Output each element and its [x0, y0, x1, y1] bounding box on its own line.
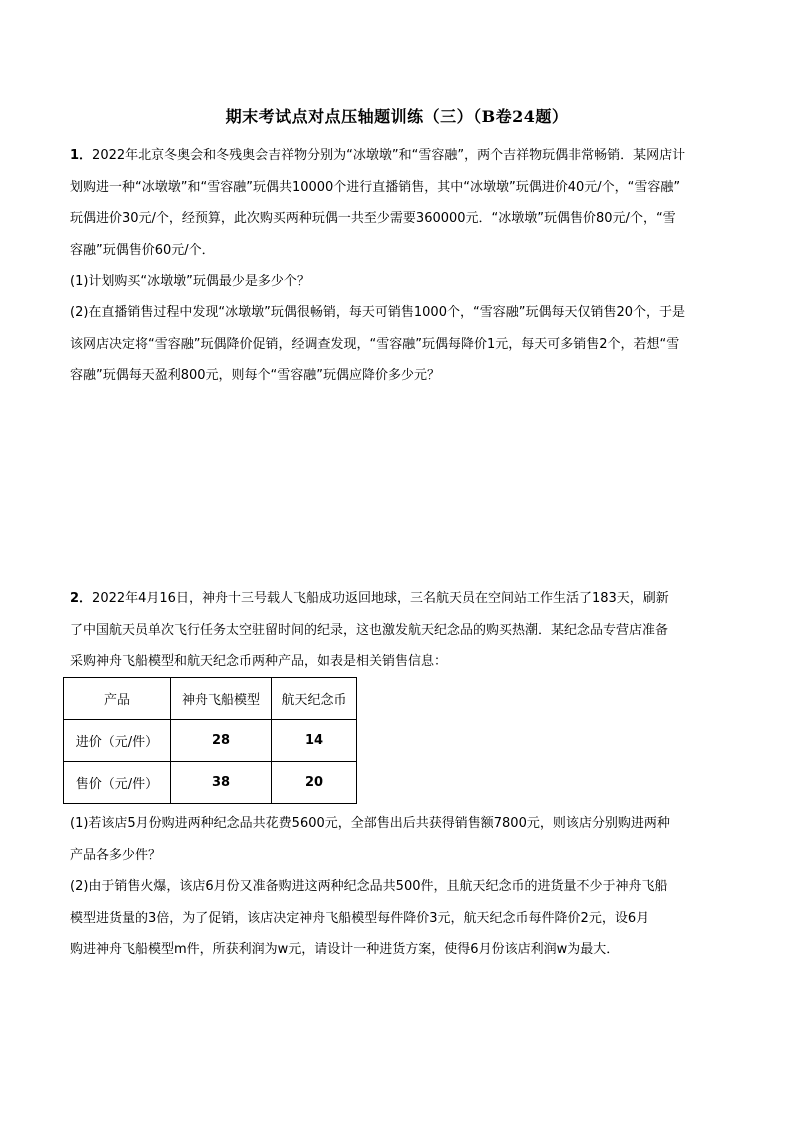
table-cell: 20	[272, 762, 357, 804]
question-1-line: 容融”玩偶售价60元/个．	[70, 242, 215, 258]
question-1-line: 划购进一种“冰墩墩”和“雪容融”玩偶共10000个进行直播销售，其中“冰墩墩”玩偶进价40元/个，“雪容融”	[70, 179, 681, 195]
table-header-cell: 产品	[64, 678, 171, 720]
table-row-label: 售价（元/件）	[64, 762, 171, 804]
question-1-stem	[70, 140, 724, 266]
question-1-part-2-line: 该网店决定将“雪容融”玩偶降价促销，经调查发现，“雪容融”玩偶每降价1元，每天可多销售2个，若想“雪	[70, 336, 680, 352]
question-2-line: 了中国航天员单次飞行任务太空驻留时间的纪录，这也激发航天纪念品的购买热潮．某纪念品专营店准备	[70, 622, 669, 638]
question-1-part-1: (1)计划购买“冰墩墩”玩偶最少是多少个？	[70, 274, 310, 289]
question-1-part-2-line: (2)在直播销售过程中发现“冰墩墩”玩偶很畅销，每天可销售1000个，“雪容融”玩偶每天仅销售20个，于是	[70, 305, 685, 320]
question-1-line: 玩偶进价30元/个，经预算，此次购买两种玩偶一共至少需要360000元．“冰墩墩”玩偶售价80元/个，“雪	[70, 211, 676, 226]
question-2-part-2-line: 购进神舟飞船模型m件，所获利润为w元，请设计一种进货方案，使得6月份该店利润w为最大．	[70, 942, 620, 957]
question-2-part-1	[70, 808, 724, 871]
table-cell: 28	[171, 720, 272, 762]
question-1-part-2	[70, 297, 724, 392]
question-2-part-2-line: (2)由于销售火爆，该店6月份又准备购进这两种纪念品共500件，且航天纪念币的进货量不少于神舟飞船	[70, 879, 668, 894]
question-1-number: 1．	[70, 148, 93, 163]
question-2-stem	[70, 583, 724, 678]
question-1-line: 1．2022年北京冬奥会和冬残奥会吉祥物分别为“冰墩墩”和“雪容融”，两个吉祥物玩偶非常畅销．某网店计	[70, 148, 686, 163]
table-cell: 14	[272, 720, 357, 762]
table-header-row	[64, 678, 357, 720]
question-2-part-1-line: (1)若该店5月份购进两种纪念品共花费5600元，全部售出后共获得销售额7800元，则该店分别购进两种	[70, 816, 670, 831]
question-2-line: 采购神舟飞船模型和航天纪念币两种产品，如表是相关销售信息：	[70, 654, 448, 669]
table-row	[64, 720, 357, 762]
question-2-part-1-line: 产品各多少件？	[70, 847, 162, 863]
table-header-cell: 神舟飞船模型	[171, 678, 272, 720]
question-2-number: 2．	[70, 591, 93, 606]
table-header-cell: 航天纪念币	[272, 678, 357, 720]
sales-info-table	[63, 677, 357, 804]
table-row-label: 进价（元/件）	[64, 720, 171, 762]
table-cell: 38	[171, 762, 272, 804]
table-row	[64, 762, 357, 804]
question-2-line: 2．2022年4月16日，神舟十三号载人飞船成功返回地球，三名航天员在空间站工作生活了183天，刷新	[70, 591, 669, 606]
page-title: 期末考试点对点压轴题训练（三）（B卷24题）	[225, 107, 569, 126]
question-1-part-2-line: 容融”玩偶每天盈利800元，则每个“雪容融”玩偶应降价多少元？	[70, 368, 441, 383]
question-2-part-2-line: 模型进货量的3倍，为了促销，该店决定神舟飞船模型每件降价3元，航天纪念币每件降价2元，设6月	[70, 910, 650, 926]
question-2-part-2	[70, 871, 724, 966]
